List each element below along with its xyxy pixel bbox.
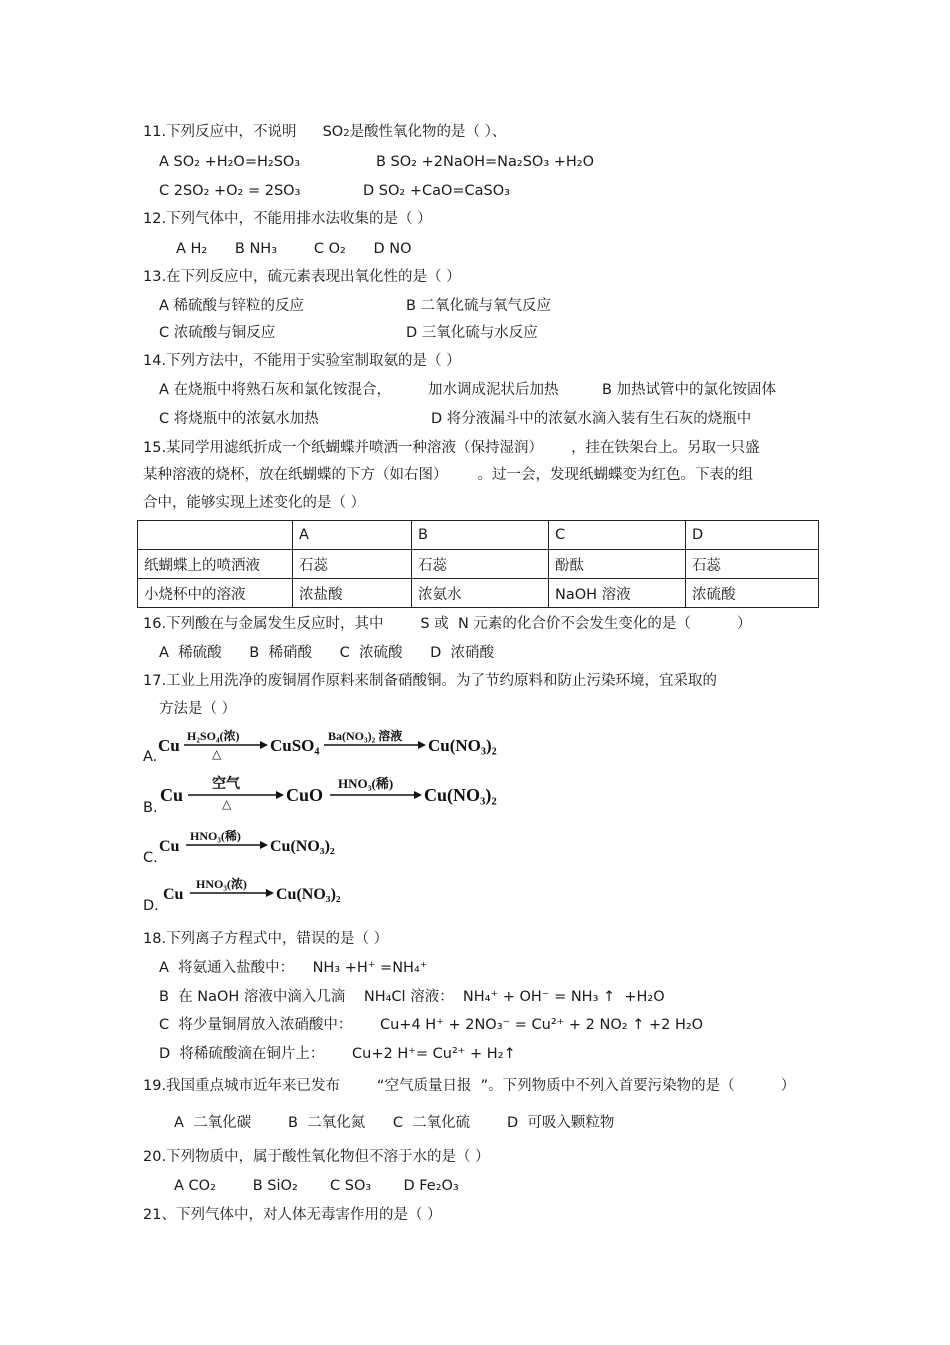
scheme-text: H₂SO₄(浓) — [187, 729, 240, 743]
q11-stem: 11.下列反应中，不说明 SO2是酸性氧化物的是（ ）、 — [143, 124, 507, 140]
q17-scheme-d — [162, 874, 382, 906]
table-cell: D — [686, 521, 819, 550]
table-cell: 纸蝴蝶上的喷洒液 — [138, 550, 293, 579]
q17-label-d: D. — [143, 898, 159, 914]
q17-scheme-c — [158, 826, 378, 858]
q19-stem: 19.我国重点城市近年来已发布 “空气质量日报 ”。下列物质中不列入首要污染物的是（ ） — [143, 1078, 796, 1094]
q14-option-d: D 将分液漏斗中的浓氨水滴入装有生石灰的烧瓶中 — [431, 411, 752, 427]
q11-option-c: C 2SO₂ +O₂ = 2SO₃ — [159, 183, 301, 199]
q21-stem: 21、下列气体中，对人体无毒害作用的是（ ） — [143, 1207, 442, 1223]
q17-stem: 17.工业上用洗净的废铜屑作原料来制备硝酸铜。为了节约原料和防止污染环境，宜采取的 — [143, 673, 718, 689]
q16-options: A 稀硫酸 B 稀硝酸 C 浓硫酸 D 浓硝酸 — [159, 645, 494, 661]
q20-stem: 20.下列物质中，属于酸性氧化物但不溶于水的是（ ） — [143, 1149, 490, 1165]
table-cell: B — [412, 521, 549, 550]
q13-stem: 13.在下列反应中，硫元素表现出氧化性的是（ ） — [143, 269, 461, 285]
q17-label-c: C. — [143, 850, 158, 866]
q14-option-a-part2: 加水调成泥状后加热 — [428, 382, 559, 398]
scheme-text: Cu — [163, 886, 184, 903]
q15-line1: 15.某同学用滤纸折成一个纸蝴蝶并喷洒一种溶液（保持湿润） ，挂在铁架台上。另取一只盛 — [143, 440, 760, 456]
q15-line2: 某种溶液的烧杯，放在纸蝴蝶的下方（如右图） 。过一会，发现纸蝴蝶变为红色。下表的组 — [143, 467, 753, 483]
table-cell: 浓氨水 — [412, 579, 549, 608]
q13-option-b: B 二氧化硫与氧气反应 — [406, 298, 552, 314]
table-cell: NaOH 溶液 — [549, 579, 686, 608]
q17-scheme-a — [156, 726, 506, 760]
reaction-arrow-head — [276, 791, 284, 799]
q17-stem-line2: 方法是（ ） — [159, 701, 237, 717]
q18-stem: 18.下列离子方程式中，错误的是（ ） — [143, 931, 389, 947]
table-cell: 浓硫酸 — [686, 579, 819, 608]
scheme-text: HNO₃(稀) — [338, 776, 394, 791]
q20-options: A CO₂ B SiO₂ C SO₃ D Fe₂O₃ — [174, 1178, 459, 1194]
q18-option-b: B 在 NaOH 溶液中滴入几滴 NH₄Cl 溶液： NH₄⁺ + OH⁻ = NH₃ ↑ +H₂O — [159, 989, 665, 1005]
scheme-text: 空气 — [212, 777, 240, 792]
q12-options: A H₂ B NH₃ C O₂ D NO — [176, 241, 412, 257]
scheme-text: CuO — [286, 785, 324, 805]
q18-option-a: A 将氨通入盐酸中： NH₃ +H⁺ =NH₄⁺ — [159, 960, 428, 976]
scheme-text: Cu(NO₃)₂ — [424, 785, 497, 805]
scheme-text: △ — [212, 747, 222, 761]
scheme-text: Cu — [160, 785, 184, 805]
reaction-arrow-head — [260, 841, 268, 849]
scheme-text: Cu(NO₃)₂ — [428, 736, 497, 755]
q17-scheme-b — [158, 772, 508, 810]
q15-line3: 合中，能够实现上述变化的是（ ） — [143, 495, 366, 511]
table-cell: 石蕊 — [293, 550, 412, 579]
table-cell: 石蕊 — [412, 550, 549, 579]
reaction-arrow-head — [414, 791, 422, 799]
q16-stem: 16.下列酸在与金属发生反应时，其中 S 或 N 元素的化合价不会发生变化的是（ ） — [143, 616, 752, 632]
scheme-text: HNO₃(浓) — [196, 877, 247, 891]
table-row — [138, 521, 819, 550]
table-cell: 石蕊 — [686, 550, 819, 579]
table-cell: 浓盐酸 — [293, 579, 412, 608]
q18-option-c: C 将少量铜屑放入浓硝酸中： Cu+4 H⁺ + 2NO₃⁻ = Cu²⁺ + 2 NO₂ ↑ +2 H₂O — [159, 1017, 704, 1033]
q13-option-c: C 浓硫酸与铜反应 — [159, 325, 276, 341]
table-cell: A — [293, 521, 412, 550]
q14-stem: 14.下列方法中，不能用于实验室制取氨的是（ ） — [143, 353, 461, 369]
scheme-text: CuSO₄ — [270, 736, 320, 755]
scheme-text: HNO₃(稀) — [190, 829, 241, 843]
q19-options: A 二氧化碳 B 二氧化氮 C 二氧化硫 D 可吸入颗粒物 — [174, 1115, 615, 1131]
table-cell: 小烧杯中的溶液 — [138, 579, 293, 608]
q14-option-b: B 加热试管中的氯化铵固体 — [602, 382, 777, 398]
q11-option-a: A SO₂ +H₂O=H₂SO₃ — [159, 154, 301, 170]
scheme-text: Cu(NO₃)₂ — [270, 838, 335, 855]
reaction-arrow-head — [418, 741, 426, 749]
scheme-text: Ba(NO₃)₂ 溶液 — [328, 729, 403, 743]
table-cell: 酚酞 — [549, 550, 686, 579]
q17-label-a: A. — [143, 749, 158, 765]
q13-option-a: A 稀硫酸与锌粒的反应 — [159, 298, 305, 314]
reaction-arrow-head — [260, 741, 268, 749]
scheme-text: Cu — [158, 736, 180, 755]
q11-option-d: D SO₂ +CaO=CaSO₃ — [363, 183, 510, 199]
q13-option-d: D 三氧化硫与水反应 — [406, 325, 538, 341]
q18-option-d: D 将稀硫酸滴在铜片上： Cu+2 H⁺= Cu²⁺ + H₂↑ — [159, 1046, 516, 1062]
reaction-arrow-head — [266, 889, 274, 897]
q12-stem: 12.下列气体中，不能用排水法收集的是（ ） — [143, 211, 432, 227]
scheme-text: Cu(NO₃)₂ — [276, 886, 341, 903]
table-cell: C — [549, 521, 686, 550]
scheme-text: Cu — [159, 838, 180, 855]
scheme-text: △ — [222, 797, 232, 811]
q15-table — [137, 520, 819, 608]
q14-option-a-part1: A 在烧瓶中将熟石灰和氯化铵混合， — [159, 382, 392, 398]
table-row — [138, 550, 819, 579]
q17-label-b: B. — [143, 800, 158, 816]
q14-option-c: C 将烧瓶中的浓氨水加热 — [159, 411, 319, 427]
q11-option-b: B SO₂ +2NaOH=Na₂SO₃ +H₂O — [376, 154, 595, 170]
table-row — [138, 579, 819, 608]
table-cell — [138, 521, 293, 550]
